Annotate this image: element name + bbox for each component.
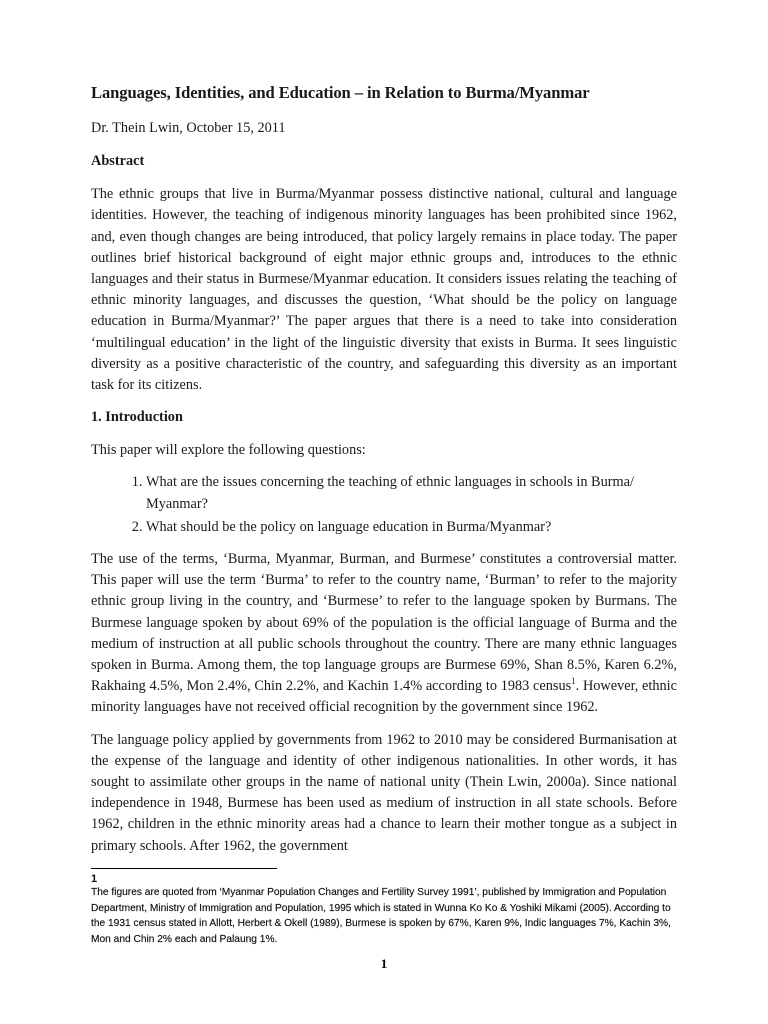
document-title: Languages, Identities, and Education – in Relation to Burma/Myanmar [91, 83, 590, 102]
footnote-reference[interactable]: 1 [571, 675, 576, 686]
question-item-2: 2. What should be the policy on language education in Burma/Myanmar? [146, 517, 677, 538]
introduction-heading: 1. Introduction [91, 409, 183, 426]
terms-text-after-footnote: . However, ethnic minority languages have not received official recognition by the government since 1962. [91, 678, 677, 716]
question-item-1: 1. What are the issues concerning the teaching of ethnic languages in schools in Burma/ Myanmar? [146, 472, 677, 514]
footnote-mark: 1 [91, 873, 98, 885]
questions-list [91, 472, 677, 538]
terms-text-before-footnote: The use of the terms, ‘Burma, Myanmar, Burman, and Burmese’ constitutes a controversial matter. This paper will use the term ‘Burma’ to refer to the country name, ‘Burman’ to refer to the majority ethnic group living in the country, and ‘Burmese’ to refer to the language spoken by Burmans. The Burmese language spoken by about 69% of the population is the official language of Burma and the medium of instruction at all public schools throughout the country. There are many ethnic languages spoken in Burma. Among them, the top language groups are Burmese 69%, Shan 8.5%, Karen 6.2%, Rakhaing 4.5%, Mon 2.4%, Chin 2.2%, and Kachin 1.4% according to 1983 census [91, 551, 677, 695]
terms-paragraph [91, 549, 677, 719]
abstract-paragraph: The ethnic groups that live in Burma/Myanmar possess distinctive national, cultural and language identities. However, the teaching of indigenous minority languages has been prohibited since 1962, and, even though changes are being introduced, that policy largely remains in place today. The paper outlines brief historical background of eight major ethnic groups and, introduces to the ethnic languages and their status in Burmese/Myanmar education. It considers issues relating the teaching of ethnic minority languages, and discusses the question, ‘What should be the policy on language education in Burma/Myanmar?’ The paper argues that there is a need to take into consideration ‘multilingual education’ in the light of the linguistic diversity that exists in Burma. It sees linguistic diversity as a positive characteristic of the country, and safeguarding this diversity as an important task for its citizens. [91, 186, 677, 394]
footnote [91, 873, 679, 947]
page-number: 1 [380, 956, 388, 971]
policy-paragraph: The language policy applied by governments from 1962 to 2010 may be considered Burmanisation at the expense of the language and identity of other indigenous nationalities. In other words, it has sought to assimilate other groups in the name of national unity (Thein Lwin, 2000a). Since national independence in 1948, Burmese has been used as medium of instruction in all state schools. Before 1962, children in the ethnic minority areas had a chance to learn their mother tongue as a subject in primary schools. After 1962, the government [91, 731, 677, 854]
intro-lead-paragraph: This paper will explore the following questions: [91, 442, 366, 459]
author-line: Dr. Thein Lwin, October 15, 2011 [91, 120, 286, 136]
footnote-text: The figures are quoted from ‘Myanmar Population Changes and Fertility Survey 1991’, published by Immigration and Population Department, Ministry of Immigration and Population, 1995 which is stated in Wunna Ko Ko & Yoshiki Mikami (2005). According to the 1931 census stated in Allott, Herbert & Okell (1989), Burmese is spoken by 67%, Karen 9%, Indic languages 7%, Kachin 3%, Mon and Chin 2% each and Palaung 1%. [91, 887, 671, 945]
footnote-separator [91, 868, 277, 869]
abstract-heading: Abstract [91, 153, 145, 170]
